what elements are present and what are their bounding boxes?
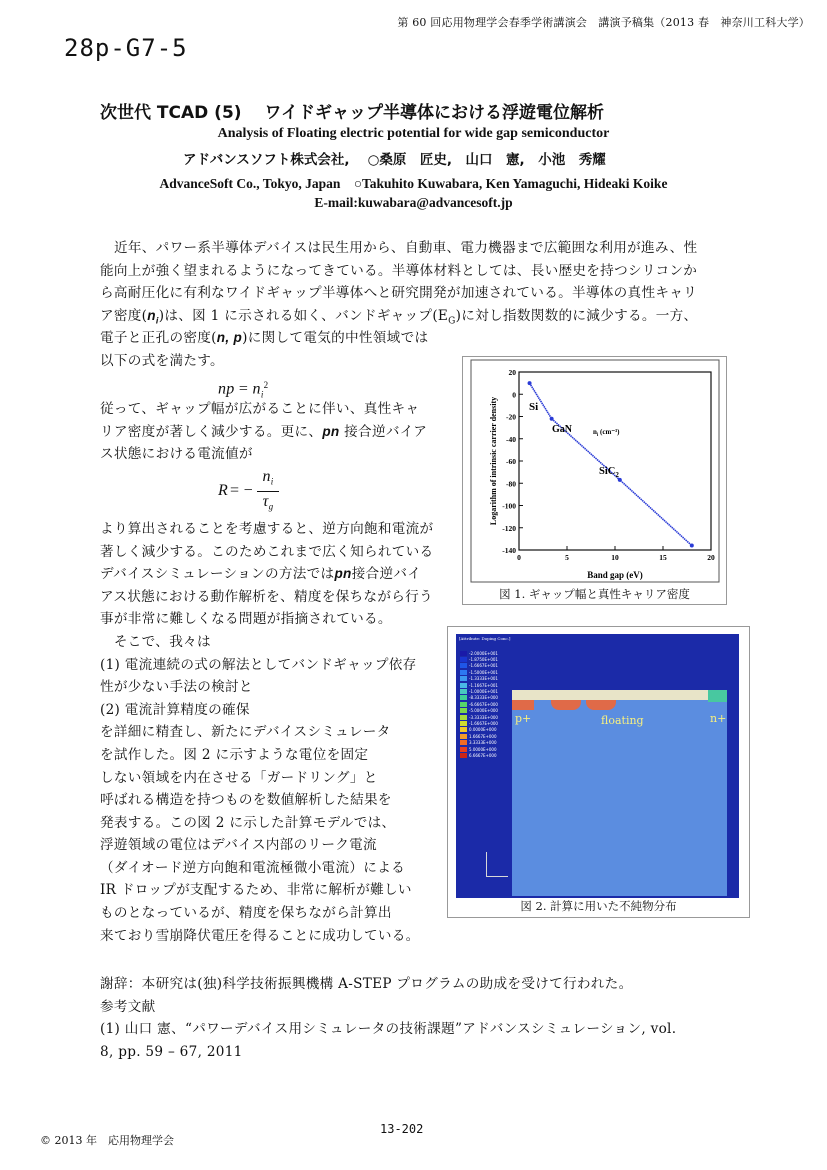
legend-row xyxy=(460,682,498,688)
axis-glyph-x xyxy=(486,876,508,877)
legend-swatch xyxy=(460,651,467,656)
legend-swatch xyxy=(460,676,467,681)
legend-swatch xyxy=(460,753,467,758)
text-line: 浮遊領域の電位はデバイス内部のリーク電流 xyxy=(100,837,377,854)
figure2-simulation xyxy=(456,634,739,898)
annotation-sic2: SiC$_2$ xyxy=(599,466,619,479)
legend-value: 6.6667E+000 xyxy=(469,752,497,758)
y-tick-label: -100 xyxy=(502,501,516,511)
legend-swatch xyxy=(460,689,467,694)
label-n-plus: n+ xyxy=(710,712,727,725)
y-tick-label: -40 xyxy=(506,434,516,444)
legend-swatch xyxy=(460,670,467,675)
legend-value: -1.6667E+001 xyxy=(469,663,498,669)
legend-value: -1.6667E+000 xyxy=(469,720,498,726)
x-axis-label: Band gap (eV) xyxy=(587,570,643,580)
text-line: ら高耐圧化に有利なワイドギャップ半導体へと研究開発が加速されている。半導体の真性キャリ xyxy=(100,285,698,302)
references-heading: 参考文献 xyxy=(100,998,156,1015)
text-line: 呼ばれる構造を持つものを数値解析した結果を xyxy=(100,792,392,809)
plot-area xyxy=(519,372,711,550)
title-english: Analysis of Floating electric potential for wide gap semiconductor xyxy=(217,126,610,141)
legend-swatch xyxy=(460,747,467,752)
text-line: (2) 電流計算精度の確保 xyxy=(100,701,250,718)
subscript-g: G xyxy=(448,316,456,327)
legend-row xyxy=(460,727,498,733)
legend-value: 5.0000E+000 xyxy=(469,746,497,752)
equation-np: np = $n_i^2$ xyxy=(218,380,269,400)
device-top-layer xyxy=(512,690,727,700)
legend-value: -6.6667E+000 xyxy=(469,701,498,707)
paragraph-intro xyxy=(100,237,697,333)
legend-swatch xyxy=(460,683,467,688)
floating-ring-2 xyxy=(586,700,616,710)
y-tick-label: -60 xyxy=(506,457,516,466)
figure1-chart xyxy=(463,358,726,586)
page-number: 13-202 xyxy=(380,1122,424,1136)
x-tick-label: 5 xyxy=(565,553,569,562)
legend-value: 3.3333E+000 xyxy=(469,740,497,746)
legend-value: -2.0000E+001 xyxy=(469,650,498,656)
reference-1-cont: 8, pp. 59 – 67, 2011 xyxy=(100,1043,243,1060)
legend-row xyxy=(460,676,498,682)
authors-english: AdvanceSoft Co., Tokyo, Japan ○Takuhito Kuwabara, Ken Yamaguchi, Hideaki Koike xyxy=(159,176,668,191)
legend-swatch xyxy=(460,663,467,668)
text-fragment: )に対し指数関数的に減少する。一方、 xyxy=(455,307,698,324)
legend-value: -1.5000E+001 xyxy=(469,669,498,675)
copyright: © 2013 年 応用物理学会 xyxy=(40,1134,174,1147)
acknowledgement: 謝辞：本研究は(独)科学技術振興機構 A-STEP プログラムの助成を受けて行われた。 xyxy=(100,976,633,992)
y-tick-label: -20 xyxy=(506,412,516,422)
figure2-caption: 図 2. 計算に用いた不純物分布 xyxy=(520,899,677,913)
legend-row xyxy=(460,663,498,669)
legend-swatch xyxy=(460,657,467,662)
y-tick-label: 20 xyxy=(508,368,516,377)
legend-row xyxy=(460,656,498,662)
legend-value: 1.6667E+000 xyxy=(469,733,497,739)
legend-value: -8.3333E+000 xyxy=(469,695,498,701)
text-line: そこで、我々は xyxy=(100,633,211,650)
legend-value: 0.0000E+000 xyxy=(469,727,497,733)
label-floating: floating xyxy=(601,714,644,727)
text-line: リア密度が著しく減少する。更に、pn 接合逆バイア xyxy=(100,423,428,440)
label-p-plus: p+ xyxy=(515,712,532,725)
x-tick-label: 10 xyxy=(611,553,619,562)
legend-row xyxy=(460,752,498,758)
author-email: E-mail:kuwabara@advancesoft.jp xyxy=(314,195,513,210)
conference-header: 第 60 回応用物理学会春季学術講演会 講演予稿集（2013 春 神奈川工科大学） xyxy=(397,16,810,29)
legend-value: -1.0000E+001 xyxy=(469,689,498,695)
legend-row xyxy=(460,733,498,739)
legend-swatch xyxy=(460,715,467,720)
text-line: 以下の式を満たす。 xyxy=(100,352,224,369)
legend-row xyxy=(460,701,498,707)
legend-value: -1.1667E+001 xyxy=(469,682,498,688)
left-column xyxy=(100,327,433,947)
text-line: 発表する。この図 2 に示した計算モデルでは、 xyxy=(100,814,396,831)
text-line: IR ドロップが支配するため、非常に解析が難しい xyxy=(100,882,412,899)
text-line: ス状態における電流値が xyxy=(100,446,253,463)
symbol-np: n, p xyxy=(216,330,243,345)
legend-swatch xyxy=(460,695,467,700)
text-fragment: ア密度( xyxy=(100,307,148,324)
y-tick-label: 0 xyxy=(512,390,516,400)
text-line: より算出されることを考慮すると、逆方向飽和電流が xyxy=(100,520,434,537)
reference-1: (1) 山口 憲、“パワーデバイス用シミュレータの技術課題”アドバンスシミュレーション, vol. xyxy=(100,1021,677,1038)
x-tick-label: 20 xyxy=(707,553,715,562)
text-line: （ダイオード逆方向飽和電流極微小電流）による xyxy=(100,859,405,876)
text-line: 著しく減少する。このためこれまで広く知られている xyxy=(100,543,434,560)
legend-row xyxy=(460,650,498,656)
equation-r: R = − $n_i$ $\tau_g$ xyxy=(100,466,433,518)
y-tick-label: -120 xyxy=(502,523,516,533)
legend-swatch xyxy=(460,702,467,707)
text-line: 近年、パワー系半導体デバイスは民生用から、自動車、電力機器まで広範囲な利用が進み、性 xyxy=(114,240,698,256)
legend-swatch xyxy=(460,708,467,713)
text-line: 性が少ない手法の検討と xyxy=(100,679,253,696)
annotation-si: Si xyxy=(529,401,539,413)
x-tick-label: 0 xyxy=(517,553,521,562)
y-tick-label: -140 xyxy=(502,546,516,555)
axis-glyph-y xyxy=(486,852,487,876)
legend-row xyxy=(460,669,498,675)
text-line: 事が非常に難しくなる問題が指摘されている。 xyxy=(100,611,392,628)
n-region xyxy=(708,690,727,702)
text-line: アス状態における動作解析を、精度を保ちながら行う xyxy=(100,588,433,605)
annotation-gan: GaN xyxy=(552,424,572,435)
y-tick-label: -80 xyxy=(506,479,516,489)
text-line: 能向上が強く望まれるようになってきている。半導体材料としては、長い歴史を持つシリコンか xyxy=(100,262,698,279)
legend-row xyxy=(460,714,498,720)
legend-value: -1.8750E+001 xyxy=(469,657,498,663)
doping-legend xyxy=(460,650,498,759)
legend-value: -5.0000E+000 xyxy=(469,708,498,714)
p-region xyxy=(512,700,534,710)
legend-row xyxy=(460,739,498,745)
text-line: 従って、ギャップ幅が広がることに伴い、真性キャ xyxy=(100,401,420,418)
text-line: デバイスシミュレーションの方法ではpn接合逆バイ xyxy=(100,566,422,583)
text-line: を詳細に精査し、新たにデバイスシミュレータ xyxy=(100,724,391,741)
legend-swatch xyxy=(460,740,467,745)
acknowledgement-section xyxy=(100,973,676,1063)
text-line: 来ており雪崩降伏電圧を得ることに成功している。 xyxy=(100,927,420,944)
legend-row xyxy=(460,695,498,701)
text-fragment: )は、図 1 に示される如く、バンドギャップ(E xyxy=(158,307,449,324)
data-point xyxy=(550,417,554,421)
legend-row xyxy=(460,746,498,752)
text-line: 電子と正孔の密度(n, p)に関して電気的中性領域では xyxy=(100,330,429,346)
legend-title: [Attribute: Doping Conc.] xyxy=(459,636,511,641)
legend-swatch xyxy=(460,727,467,732)
title-japanese: 次世代 TCAD (5) ワイドギャップ半導体における浮遊電位解析 xyxy=(100,103,604,123)
data-point xyxy=(528,381,532,385)
text-line: (1) 電流連続の式の解法としてバンドギャップ依存 xyxy=(100,656,417,673)
legend-swatch xyxy=(460,721,467,726)
legend-row xyxy=(460,688,498,694)
annotation-ni: $n_i$ (cm⁻³) xyxy=(593,428,620,438)
figure1-caption: 図 1. ギャップ幅と真性キャリア密度 xyxy=(499,587,690,601)
data-point xyxy=(690,544,694,548)
floating-ring-1 xyxy=(551,700,581,710)
text-line: ものとなっているが、精度を保ちながら計算出 xyxy=(100,905,392,922)
device-body xyxy=(512,700,727,896)
legend-value: -3.3333E+000 xyxy=(469,714,498,720)
text-line: しない領域を内在させる「ガードリング」と xyxy=(100,769,378,786)
x-tick-label: 15 xyxy=(659,553,667,562)
legend-value: -1.3333E+001 xyxy=(469,676,498,682)
y-axis-label: Logarithm of intrinsic carrier density xyxy=(489,396,498,526)
legend-row xyxy=(460,708,498,714)
symbol-ni: $n_i$ xyxy=(147,307,159,326)
paper-id: 28p-G7-5 xyxy=(64,34,188,62)
legend-swatch xyxy=(460,734,467,739)
legend-row xyxy=(460,720,498,726)
text-line: を試作した。図 2 に示すような電位を固定 xyxy=(100,746,369,763)
authors-japanese: アドバンスソフト株式会社, ○桑原 匠史, 山口 憲, 小池 秀耀 xyxy=(183,152,606,168)
